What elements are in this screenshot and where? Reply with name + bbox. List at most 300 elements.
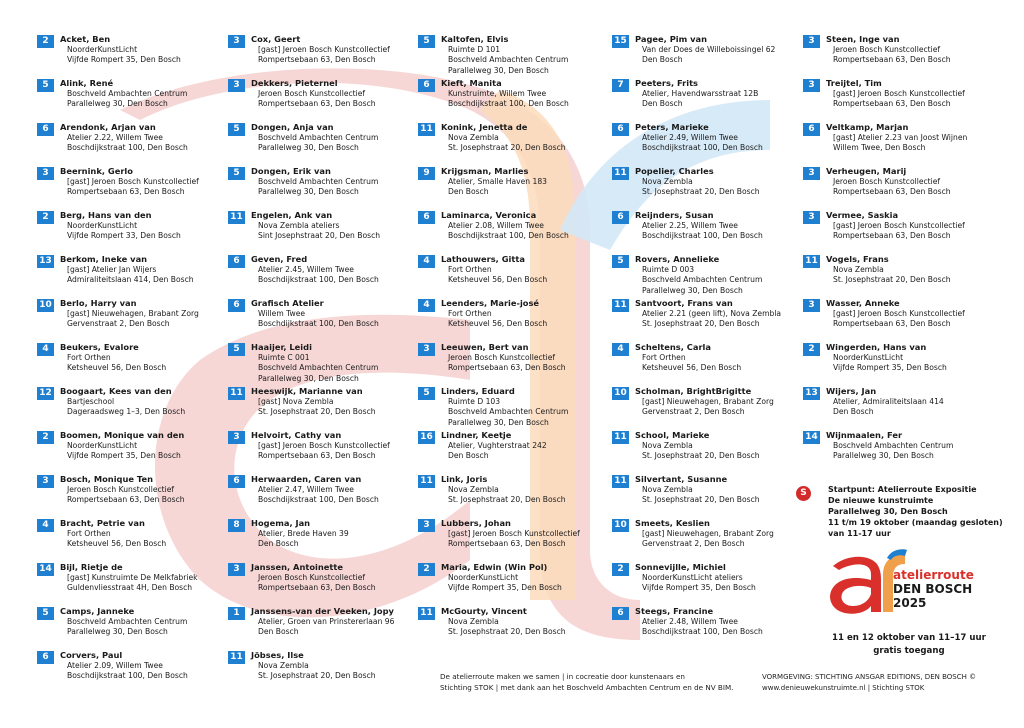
location-number-badge: 5 [418,35,435,48]
location-number-badge: 11 [418,475,435,488]
artist-address [67,309,199,330]
address-line: Rompertsebaan 63, Den Bosch [258,55,376,65]
address-line: [gast] Nieuwehagen, Brabant Zorg [642,529,774,538]
artist-entry [418,384,606,428]
address-line: St. Josephstraat 20, Den Bosch [448,627,566,637]
artist-name: Bosch, Monique Ten [60,474,153,484]
location-number-badge: 4 [612,343,629,356]
artist-name: Berg, Hans van den [60,210,152,220]
address-line: Rompertsebaan 63, Den Bosch [67,495,185,505]
address-line: Ketsheuvel 56, Den Bosch [67,539,167,549]
location-number-badge: 5 [37,607,54,620]
startpunt-line: Startpunt: Atelierroute Expositie [828,485,977,494]
artist-address [258,529,349,550]
address-line: Ketsheuvel 56, Den Bosch [448,275,548,285]
address-line: Ruimte D 101 [448,45,501,54]
address-line: Nova Zembla ateliers [258,221,340,230]
artist-address [833,177,951,198]
location-number-badge: 5 [228,343,245,356]
address-line: [gast] Jeroen Bosch Kunstcollectief [833,221,965,230]
artist-address [67,661,188,682]
artist-name: Veltkamp, Marjan [826,122,909,132]
footer-line: De atelierroute maken we samen | in cocreatie door kunstenaars en [440,672,685,681]
artist-name: Steen, Inge van [826,34,900,44]
address-line: Admiraliteitslaan 414, Den Bosch [67,275,194,285]
artist-address [833,133,967,154]
address-line: Parallelweg 30, Den Bosch [448,65,549,75]
address-line: Vijfde Rompert 35, Den Bosch [67,55,181,65]
location-number-badge: 5 [228,123,245,136]
artist-name: Camps, Janneke [60,606,135,616]
artist-address [833,397,944,418]
address-line: Ketsheuvel 56, Den Bosch [642,363,742,373]
artist-name: Berlo, Harry van [60,298,137,308]
location-number-badge: 6 [612,211,629,224]
logo-line-3: 2025 [893,596,927,610]
address-line: Vijfde Rompert 35, Den Bosch [833,363,947,373]
artist-name: Janssen, Antoinette [251,562,343,572]
artist-name: McGourty, Vincent [441,606,527,616]
address-line: NoorderKunstLicht [67,45,138,54]
logo-text [893,568,974,610]
address-line: Bartjeschool [67,397,115,406]
artist-name: Dongen, Anja van [251,122,334,132]
location-number-badge: 5 [37,79,54,92]
location-number-badge: 6 [803,123,820,136]
address-line: Fort Orthen [642,353,686,362]
artist-address [67,573,198,594]
artist-address [833,45,951,66]
artist-address [448,265,547,286]
address-line: [gast] Nieuwehagen, Brabant Zorg [67,309,199,318]
address-line: Atelier 2.47, Willem Twee [258,485,354,494]
artist-entry [37,164,225,208]
artist-entry [228,120,416,164]
address-line: Atelier 2.25, Willem Twee [642,221,738,230]
artist-entry [612,76,800,120]
artist-entry [418,120,606,164]
location-number-badge: 13 [803,387,820,400]
artist-address [448,177,547,198]
address-line: Rompertsebaan 63, Den Bosch [833,319,951,329]
artist-entry [37,340,225,384]
artist-address [67,485,185,506]
location-number-badge: 2 [418,563,435,576]
address-line: St. Josephstraat 20, Den Bosch [448,143,566,153]
artist-name: Wingerden, Hans van [826,342,927,352]
address-line: Fort Orthen [67,353,111,362]
address-line: Boschveld Ambachten Centrum [448,55,569,65]
location-number-badge: 11 [612,475,629,488]
location-number-badge: 11 [418,607,435,620]
artist-name: Pagee, Pim van [635,34,708,44]
artist-name: Haaijer, Leidi [251,342,312,352]
address-line: Atelier 2.08, Willem Twee [448,221,544,230]
dates-line: gratis toegang [873,646,945,656]
location-number-badge: 6 [37,123,54,136]
address-line: Kunstruimte, Willem Twee [448,89,547,98]
address-line: Boschveld Ambachten Centrum [833,441,954,450]
artist-address [448,441,547,462]
artist-name: Bijl, Rietje de [60,562,123,572]
artist-entry [228,76,416,120]
location-number-badge: 6 [228,255,245,268]
address-line: Parallelweg 30, Den Bosch [258,143,359,153]
address-line: Rompertsebaan 63, Den Bosch [833,231,951,241]
artist-address [642,485,760,506]
artist-name: Acket, Ben [60,34,111,44]
artist-address [642,529,774,550]
artist-entry [228,340,416,384]
address-line: Atelier, Vughterstraat 242 [448,441,547,450]
location-number-badge: 11 [612,431,629,444]
artist-entry [228,604,416,648]
artist-entry [228,472,416,516]
artist-address [448,45,568,76]
artist-entry [418,472,606,516]
address-line: Den Bosch [833,407,874,417]
artist-address [642,309,781,330]
startpunt-line: van 11-17 uur [828,529,891,538]
address-line: NoorderKunstLicht [448,573,519,582]
artist-address [642,45,775,66]
artist-name: Dekkers, Pieternel [251,78,338,88]
artist-name: Krijgsman, Marlies [441,166,529,176]
artist-name: Grafisch Atelier [251,298,324,308]
location-number-badge: 4 [418,255,435,268]
address-line: Nova Zembla [833,265,884,274]
artist-address [642,221,763,242]
address-line: Ruimte D 103 [448,397,501,406]
artist-address [258,89,376,110]
address-line: St. Josephstraat 20, Den Bosch [833,275,951,285]
location-number-badge: 16 [418,431,435,444]
artist-entry [418,252,606,296]
credits-line: VORMGEVING: STICHTING ANSGAR EDITIONS, DEN BOSCH © [762,673,977,681]
address-line: Boschveld Ambachten Centrum [67,617,188,626]
artist-name: Lathouwers, Gitta [441,254,525,264]
address-line: Rompertsebaan 63, Den Bosch [833,187,951,197]
artist-name: Leenders, Marie-josé [441,298,540,308]
artist-name: Arendonk, Arjan van [60,122,156,132]
location-number-badge: 6 [418,211,435,224]
address-line: Parallelweg 30, Den Bosch [258,187,359,197]
address-line: Gervenstraat 2, Den Bosch [67,319,170,329]
artist-entry [418,604,606,648]
address-line: Rompertsebaan 63, Den Bosch [833,55,951,65]
location-number-badge: 11 [228,387,245,400]
address-line: Gervenstraat 2, Den Bosch [642,407,745,417]
address-line: Rompertsebaan 63, Den Bosch [258,583,376,593]
address-line: Rompertsebaan 63, Den Bosch [258,99,376,109]
location-number-badge: 12 [37,387,54,400]
startpunt-text [828,484,1003,539]
column-1 [37,32,225,692]
artist-entry [803,120,991,164]
artist-name: Kieft, Manita [441,78,502,88]
address-line: Boschdijkstraat 100, Den Bosch [642,627,763,637]
artist-address [642,441,760,462]
location-number-badge: 3 [228,35,245,48]
address-line: Vijfde Rompert 35, Den Bosch [448,583,562,593]
artist-entry [803,428,991,472]
artist-name: Bracht, Petrie van [60,518,145,528]
address-line: Rompertsebaan 63, Den Bosch [67,187,185,197]
address-line: Den Bosch [258,627,299,637]
location-number-badge: 11 [803,255,820,268]
address-line: Willem Twee, Den Bosch [833,143,926,153]
artist-address [448,617,566,638]
logo-line-2: DEN BOSCH [893,582,973,596]
column-2 [228,32,416,692]
address-line: Jeroen Bosch Kunstcollectief [833,45,941,54]
startpunt-line: 11 t/m 19 oktober (maandag gesloten) [828,518,1003,527]
artist-entry [612,164,800,208]
artist-name: Lubbers, Johan [441,518,511,528]
location-number-badge: 11 [228,651,245,664]
artist-entry [37,472,225,516]
location-number-badge: 14 [37,563,54,576]
artist-address [258,485,379,506]
address-line: Parallelweg 30, Den Bosch [448,417,549,427]
address-line: Boschveld Ambachten Centrum [258,177,379,186]
artist-name: Helvoirt, Cathy van [251,430,342,440]
artist-entry [803,384,991,428]
address-line: Guldenvliesstraat 4H, Den Bosch [67,583,193,593]
location-number-badge: 9 [418,167,435,180]
location-number-badge: 6 [612,607,629,620]
address-line: Ruimte D 003 [642,265,695,274]
address-line: Atelier, Smalle Haven 183 [448,177,547,186]
artist-name: Jöbses, Ilse [251,650,304,660]
artist-address [67,45,181,66]
address-line: Parallelweg 30, Den Bosch [67,627,168,637]
artist-name: Cox, Geert [251,34,301,44]
location-number-badge: 3 [37,475,54,488]
address-line: Boschdijkstraat 100, Den Bosch [67,671,188,681]
address-line: Boschveld Ambachten Centrum [448,407,569,417]
address-line: Rompertsebaan 63, Den Bosch [448,363,566,373]
location-number-badge: 5 [228,167,245,180]
address-line: Ketsheuvel 56, Den Bosch [448,319,548,329]
artist-entry [612,32,800,76]
artist-entry [37,560,225,604]
artist-address [258,265,379,286]
artist-address [642,177,760,198]
artist-address [67,221,181,242]
address-line: Rompertsebaan 63, Den Bosch [448,539,566,549]
artist-address [258,45,390,66]
artist-address [833,309,965,330]
artist-address [258,309,379,330]
address-line: St. Josephstraat 20, Den Bosch [642,451,760,461]
artist-address [642,353,741,374]
artist-entry [418,208,606,252]
artist-entry [418,560,606,604]
location-number-badge: 11 [612,299,629,312]
dates-line: 11 en 12 oktober van 11–17 uur [832,633,986,643]
location-number-badge: 6 [37,651,54,664]
artist-entry [228,384,416,428]
location-number-badge: 3 [803,167,820,180]
column-3 [418,32,606,648]
artist-address [67,397,185,418]
artist-entry [228,208,416,252]
address-line: Boschdijkstraat 100, Den Bosch [448,231,569,241]
artist-entry [612,560,800,604]
artist-address [448,397,568,428]
artist-name: Link, Joris [441,474,488,484]
artist-entry [37,296,225,340]
artist-address [67,353,166,374]
address-line: Boschdijkstraat 100, Den Bosch [642,231,763,241]
address-line: St. Josephstraat 20, Den Bosch [642,495,760,505]
artist-entry [803,208,991,252]
artist-address [448,221,569,242]
artist-address [833,265,951,286]
artist-entry [612,208,800,252]
footer-note [440,672,733,693]
artist-name: Santvoort, Frans van [635,298,733,308]
column-4 [612,32,800,648]
address-line: [gast] Jeroen Bosch Kunstcollectief [67,177,199,186]
address-line: Atelier, Groen van Prinstererlaan 96 [258,617,395,626]
address-line: Fort Orthen [448,265,492,274]
artist-name: Dongen, Erik van [251,166,331,176]
address-line: Rompertsebaan 63, Den Bosch [833,99,951,109]
artist-name: Peeters, Frits [635,78,698,88]
artist-name: Wijers, Jan [826,386,877,396]
location-number-badge: 3 [803,299,820,312]
artist-entry [37,428,225,472]
artist-name: Sonnevijlle, Michiel [635,562,726,572]
artist-name: Wasser, Anneke [826,298,900,308]
address-line: St. Josephstraat 20, Den Bosch [642,187,760,197]
location-number-badge: 2 [37,211,54,224]
location-number-badge: 3 [803,211,820,224]
address-line: Sint Josephstraat 20, Den Bosch [258,231,381,241]
artist-entry [37,384,225,428]
location-number-badge: 3 [228,431,245,444]
address-line: Jeroen Bosch Kunstcollectief [448,353,556,362]
artist-name: Leeuwen, Bert van [441,342,529,352]
address-line: Den Bosch [448,187,489,197]
event-dates [832,632,986,658]
artist-entry [612,340,800,384]
artist-address [258,617,394,638]
artist-name: Popelier, Charles [635,166,714,176]
artist-address [258,353,378,384]
address-line: Boschveld Ambachten Centrum [642,275,763,285]
artist-name: Maria, Edwin (Win Pol) [441,562,548,572]
artist-entry [803,296,991,340]
address-line: Vijfde Rompert 35, Den Bosch [67,451,181,461]
address-line: [gast] Atelier 2.23 van Joost Wijnen [833,133,968,142]
artist-entry [418,516,606,560]
artist-address [833,441,953,462]
address-line: Gervenstraat 2, Den Bosch [642,539,745,549]
artist-entry [803,76,991,120]
address-line: NoorderKunstLicht ateliers [642,573,743,582]
artist-entry [803,32,991,76]
address-line: Atelier, Brede Haven 39 [258,529,349,538]
artist-entry [418,164,606,208]
address-line: Fort Orthen [67,529,111,538]
artist-address [833,353,947,374]
location-number-badge: 3 [228,79,245,92]
address-line: [gast] Nova Zembla [258,397,334,406]
artist-entry [612,384,800,428]
address-line: Vijfde Rompert 35, Den Bosch [642,583,756,593]
artist-entry [37,76,225,120]
address-line: St. Josephstraat 20, Den Bosch [642,319,760,329]
address-line: Nova Zembla [448,485,499,494]
location-number-badge: 4 [418,299,435,312]
address-line: St. Josephstraat 20, Den Bosch [258,407,376,417]
artist-name: Hogema, Jan [251,518,311,528]
address-line: Dageraadsweg 1–3, Den Bosch [67,407,186,417]
footer-line: Stichting STOK | met dank aan het Boschveld Ambachten Centrum en de NV BIM. [440,682,734,692]
address-line: Parallelweg 30, Den Bosch [642,285,743,295]
address-line: Atelier 2.45, Willem Twee [258,265,354,274]
address-line: Jeroen Bosch Kunstcollectief [833,177,941,186]
location-number-badge: 10 [37,299,54,312]
location-number-badge: 2 [37,35,54,48]
artist-entry [612,120,800,164]
artist-entry [228,296,416,340]
location-number-badge: 11 [228,211,245,224]
location-number-badge: 3 [418,343,435,356]
artist-entry [803,164,991,208]
artist-name: Beukers, Evalore [60,342,139,352]
artist-entry [228,252,416,296]
artist-name: Peters, Marieke [635,122,709,132]
artist-address [448,529,580,550]
artist-address [258,661,376,682]
address-line: Atelier 2.09, Willem Twee [67,661,163,670]
artist-entry [612,252,800,296]
address-line: Boschdijkstraat 100, Den Bosch [258,319,379,329]
artist-name: Kaltofen, Elvis [441,34,509,44]
artist-name: Konink, Jenetta de [441,122,528,132]
address-line: Nova Zembla [642,441,693,450]
location-number-badge: 1 [228,607,245,620]
location-number-badge: 11 [612,167,629,180]
artist-name: Scholman, BrightBrigitte [635,386,752,396]
artist-name: Smeets, Keslien [635,518,710,528]
artist-name: Geven, Fred [251,254,308,264]
address-line: Nova Zembla [448,133,499,142]
artist-entry [228,648,416,692]
address-line: Rompertsebaan 63, Den Bosch [258,451,376,461]
location-number-badge: 6 [228,475,245,488]
artist-entry [418,428,606,472]
artist-entry [612,472,800,516]
address-line: Fort Orthen [448,309,492,318]
artist-entry [37,120,225,164]
address-line: NoorderKunstLicht [67,441,138,450]
address-line: Boschveld Ambachten Centrum [258,363,379,373]
location-number-badge: 15 [612,35,629,48]
address-line: Den Bosch [642,99,683,109]
artist-entry [418,32,606,76]
artist-address [258,221,380,242]
address-line: [gast] Jeroen Bosch Kunstcollectief [833,309,965,318]
address-line: [gast] Jeroen Bosch Kunstcollectief [258,441,390,450]
address-line: Jeroen Bosch Kunstcollectief [258,573,366,582]
address-line: [gast] Jeroen Bosch Kunstcollectief [833,89,965,98]
artist-address [258,397,376,418]
